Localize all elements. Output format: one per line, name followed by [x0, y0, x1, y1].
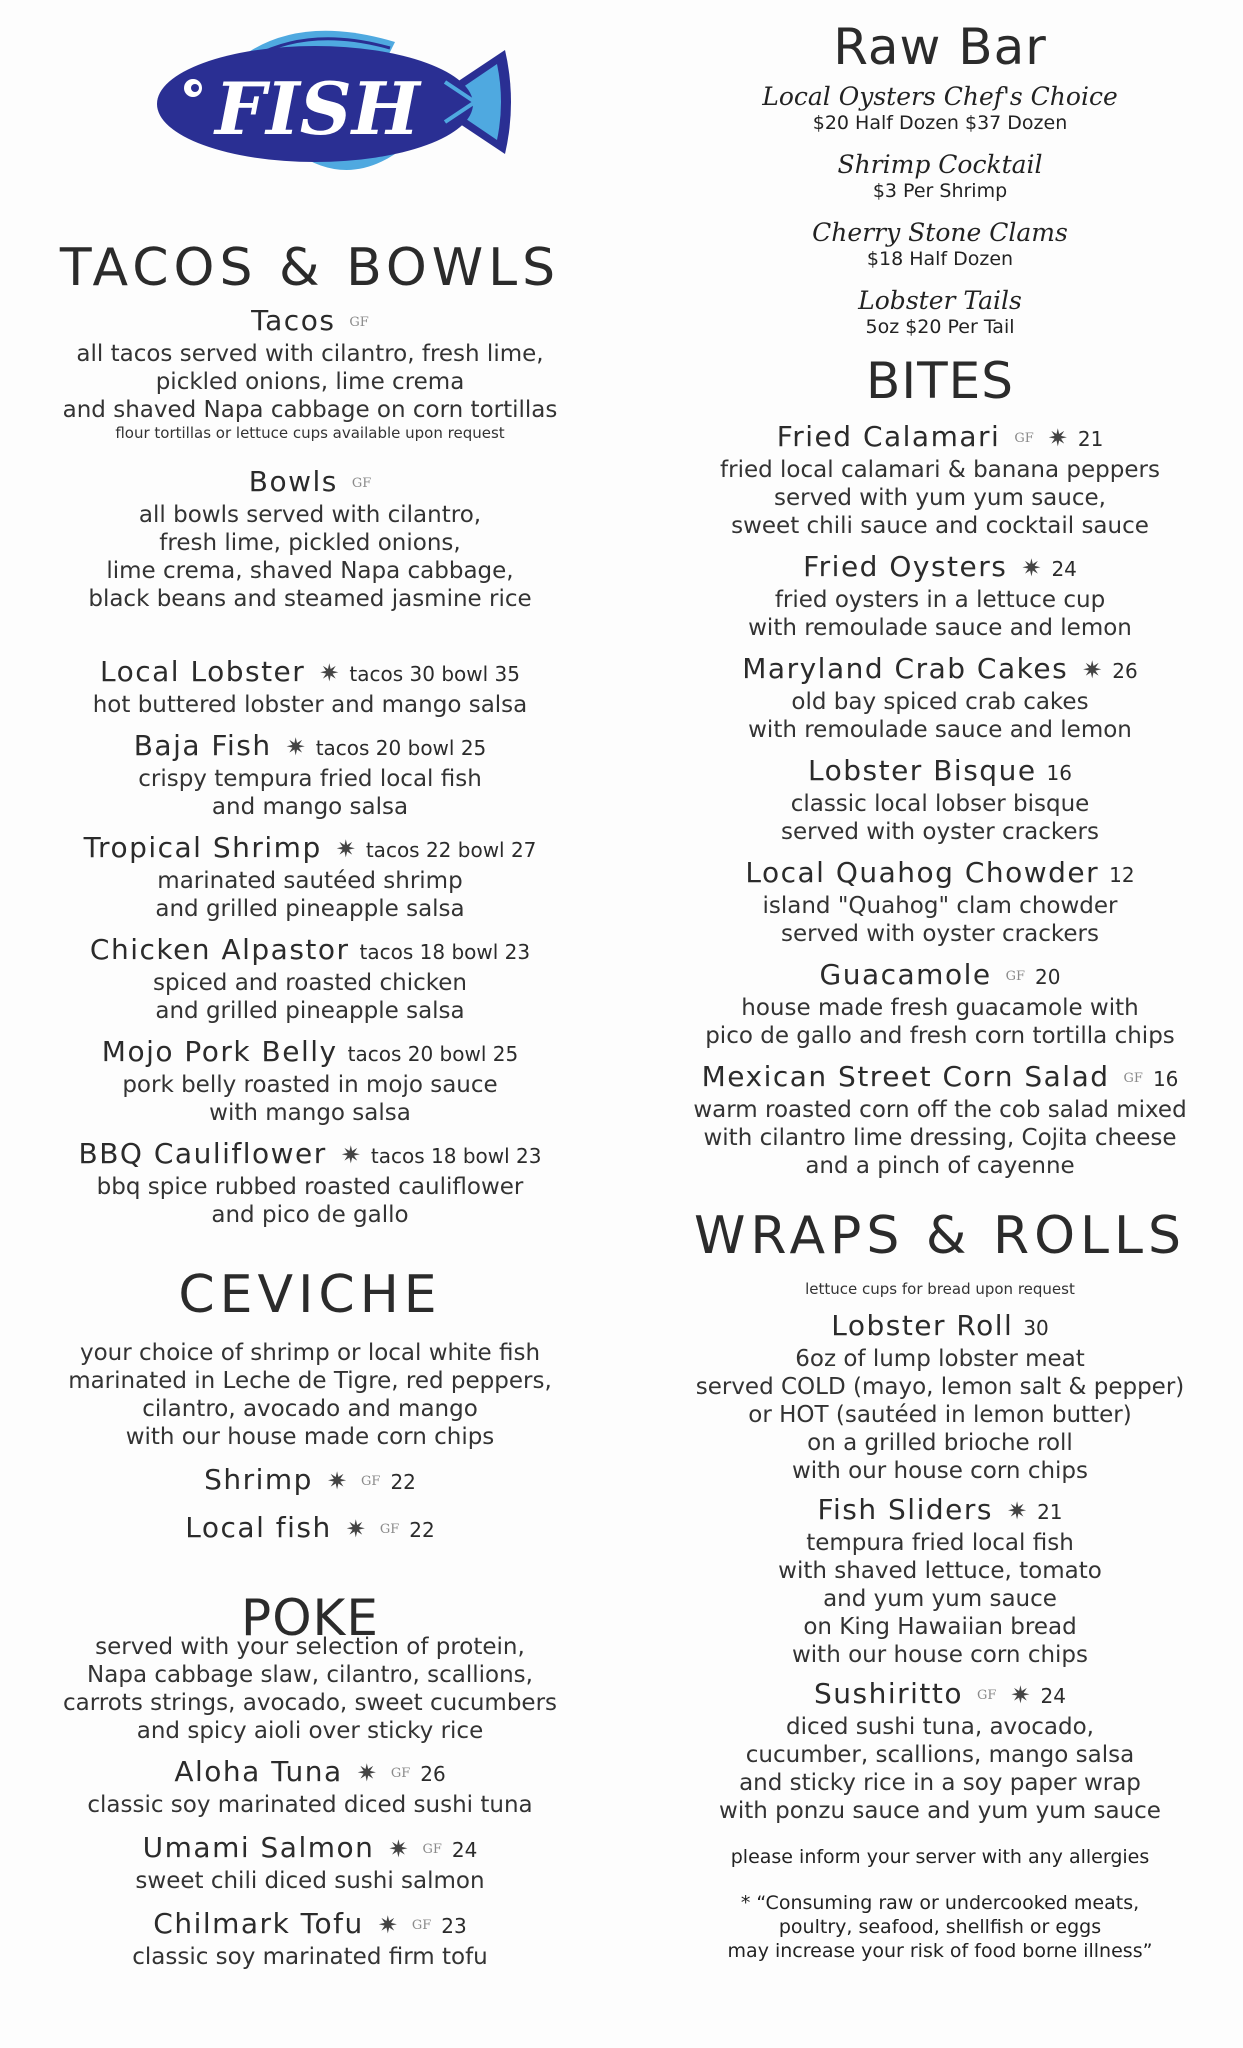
- desc-line: and pico de gallo: [211, 1202, 409, 1228]
- item-name: Maryland Crab Cakes: [742, 652, 1069, 685]
- gf-badge: GF: [977, 1688, 997, 1703]
- desc-line: classic local lobser bisque: [790, 791, 1090, 817]
- star-icon: ✷: [285, 733, 306, 761]
- menu-item-umami-salmon: [30, 1831, 590, 1895]
- desc-line: and mango salsa: [211, 794, 409, 820]
- ceviche-section: [30, 1265, 590, 1547]
- section-title: Raw Bar: [833, 18, 1047, 76]
- item-price: 5oz $20 Per Tail: [865, 316, 1015, 338]
- desc-line: pico de gallo and fresh corn tortilla chips: [705, 1023, 1175, 1049]
- desc-line: fresh lime, pickled onions,: [159, 530, 461, 556]
- desc-line: bbq spice rubbed roasted cauliflower: [96, 1174, 524, 1200]
- desc-line: with ponzu sauce and yum yum sauce: [719, 1798, 1161, 1824]
- gf-badge: GF: [390, 1766, 411, 1781]
- poke-section: [30, 1589, 590, 1971]
- item-name: Sushiritto: [814, 1677, 964, 1710]
- item-price: $20 Half Dozen $37 Dozen: [812, 112, 1068, 134]
- warning-line: * “Consuming raw or undercooked meats,: [740, 1892, 1140, 1914]
- item-name: Shrimp Cocktail: [837, 150, 1043, 179]
- item-description: [30, 501, 590, 613]
- menu-item-tropical-shrimp: [30, 831, 590, 923]
- desc-line: on King Hawaiian bread: [803, 1614, 1077, 1640]
- item-description: [30, 340, 590, 424]
- item-prices: tacos 18 bowl 23: [370, 1144, 542, 1168]
- menu-item-local-lobster: [30, 655, 590, 719]
- star-icon: ✷: [335, 835, 356, 863]
- desc-line: served with your selection of protein,: [95, 1634, 525, 1660]
- gf-badge: GF: [379, 1522, 400, 1537]
- item-name: Shrimp: [204, 1463, 313, 1496]
- star-icon: ✷: [1006, 1497, 1028, 1525]
- desc-line: marinated in Leche de Tigre, red peppers,: [68, 1368, 552, 1394]
- item-price: 20: [1035, 965, 1061, 989]
- taco-bowl-items: [30, 655, 590, 1229]
- item-name: Cherry Stone Clams: [812, 218, 1068, 247]
- item-price: 22: [409, 1518, 435, 1542]
- desc-line: island "Quahog" clam chowder: [762, 893, 1118, 919]
- desc-line: lime crema, shaved Napa cabbage,: [106, 558, 514, 584]
- item-name: Mojo Pork Belly: [101, 1035, 338, 1068]
- desc-line: pickled onions, lime crema: [155, 369, 465, 395]
- star-icon: ✷: [1082, 656, 1103, 684]
- desc-line: cucumber, scallions, mango salsa: [745, 1742, 1135, 1768]
- desc-line: with our house made corn chips: [125, 1424, 495, 1450]
- desc-line: pork belly roasted in mojo sauce: [122, 1072, 498, 1098]
- left-column: [30, 0, 590, 1971]
- gf-badge: GF: [1014, 431, 1034, 446]
- desc-line: with our house corn chips: [791, 1642, 1089, 1668]
- desc-line: all bowls served with cilantro,: [138, 502, 482, 528]
- item-price: 26: [420, 1762, 446, 1786]
- desc-line: 6oz of lump lobster meat: [795, 1346, 1085, 1372]
- item-name: Chicken Alpastor: [89, 933, 350, 966]
- desc-line: tempura fried local fish: [806, 1530, 1074, 1556]
- desc-line: served COLD (mayo, lemon salt & pepper): [695, 1374, 1185, 1400]
- star-icon: ✷: [388, 1835, 409, 1863]
- desc-line: and grilled pineapple salsa: [155, 998, 465, 1024]
- menu-item-street-corn-salad: [660, 1060, 1220, 1180]
- menu-item-fried-oysters: [660, 550, 1220, 642]
- raw-item-oysters: [660, 82, 1220, 134]
- warning-line: may increase your risk of food borne illness”: [727, 1940, 1153, 1962]
- section-title: TACOS & BOWLS: [59, 238, 561, 298]
- item-prices: tacos 22 bowl 27: [365, 838, 537, 862]
- item-name: Umami Salmon: [142, 1831, 375, 1864]
- desc-line: with shaved lettuce, tomato: [778, 1558, 1102, 1584]
- item-description: classic soy marinated firm tofu: [132, 1944, 488, 1970]
- item-price: $3 Per Shrimp: [872, 180, 1008, 202]
- desc-line: and shaved Napa cabbage on corn tortillas: [62, 397, 558, 423]
- menu-item-aloha-tuna: [30, 1755, 590, 1819]
- desc-line: and sticky rice in a soy paper wrap: [739, 1770, 1141, 1796]
- desc-line: on a grilled brioche roll: [807, 1430, 1073, 1456]
- desc-line: carrots strings, avocado, sweet cucumbers: [62, 1690, 558, 1716]
- item-description: classic soy marinated diced sushi tuna: [87, 1792, 533, 1818]
- item-price: 16: [1046, 761, 1072, 785]
- item-name: Lobster Roll: [831, 1309, 1014, 1342]
- gf-badge: GF: [349, 315, 369, 330]
- item-price: $18 Half Dozen: [866, 248, 1014, 270]
- menu-item-bbq-cauliflower: [30, 1137, 590, 1229]
- menu-item-fish-sliders: [660, 1493, 1220, 1669]
- desc-line: black beans and steamed jasmine rice: [88, 586, 532, 612]
- section-description: [30, 1339, 590, 1451]
- section-title: WRAPS & ROLLS: [694, 1206, 1186, 1266]
- star-icon: ✷: [345, 1515, 366, 1543]
- gf-badge: GF: [361, 1474, 381, 1489]
- star-icon: ✷: [1047, 424, 1068, 452]
- desc-line: fried oysters in a lettuce cup: [774, 587, 1106, 613]
- desc-line: your choice of shrimp or local white fish: [79, 1340, 541, 1366]
- item-prices: tacos 20 bowl 25: [347, 1042, 519, 1066]
- section-description: [30, 1633, 590, 1745]
- item-price: 12: [1109, 863, 1135, 887]
- item-price: 21: [1037, 1500, 1063, 1524]
- desc-line: old bay spiced crab cakes: [791, 689, 1089, 715]
- desc-line: marinated sautéed shrimp: [157, 868, 463, 894]
- item-name: Local Quahog Chowder: [745, 856, 1100, 889]
- menu-item-lobster-roll: [660, 1309, 1220, 1485]
- desc-line: Napa cabbage slaw, cilantro, scallions,: [87, 1662, 533, 1688]
- item-description: sweet chili diced sushi salmon: [135, 1868, 485, 1894]
- star-icon: ✷: [1010, 1681, 1031, 1709]
- menu-item-ceviche-local-fish: [30, 1511, 590, 1547]
- desc-line: or HOT (sautéed in lemon butter): [748, 1402, 1132, 1428]
- bread-note: lettuce cups for bread upon request: [805, 1280, 1075, 1298]
- tortilla-note: flour tortillas or lettuce cups available upon request: [115, 424, 505, 442]
- star-icon: ✷: [1021, 554, 1042, 582]
- desc-line: served with yum yum sauce,: [774, 485, 1106, 511]
- desc-line: fried local calamari & banana peppers: [720, 457, 1160, 483]
- item-name: Chilmark Tofu: [153, 1907, 364, 1940]
- tacos-bowls-section: [30, 238, 590, 1229]
- item-name: Local fish: [185, 1511, 332, 1544]
- wraps-rolls-section: [660, 1206, 1220, 1825]
- menu-item-fried-calamari: [660, 420, 1220, 540]
- item-price: 16: [1152, 1067, 1179, 1091]
- item-price: 21: [1077, 427, 1104, 451]
- logo-area: [30, 0, 590, 220]
- desc-line: and a pinch of cayenne: [805, 1153, 1075, 1179]
- item-prices: tacos 20 bowl 25: [315, 736, 487, 760]
- right-column: [660, 0, 1220, 1963]
- raw-item-shrimp-cocktail: [660, 150, 1220, 202]
- desc-line: with remoulade sauce and lemon: [748, 615, 1132, 641]
- desc-line: and spicy aioli over sticky rice: [136, 1718, 484, 1744]
- desc-line: warm roasted corn off the cob salad mixed: [693, 1097, 1187, 1123]
- item-price: 30: [1023, 1316, 1049, 1340]
- desc-line: served with oyster crackers: [781, 921, 1099, 947]
- logo-text: FISH: [215, 66, 420, 151]
- item-prices: tacos 30 bowl 35: [349, 662, 520, 686]
- desc-line: and yum yum sauce: [823, 1586, 1057, 1612]
- item-name: Tropical Shrimp: [83, 831, 322, 864]
- gf-badge: GF: [1123, 1071, 1143, 1086]
- item-name: Fish Sliders: [817, 1493, 993, 1526]
- item-name: Fried Oysters: [803, 550, 1008, 583]
- item-name: BBQ Cauliflower: [78, 1137, 327, 1170]
- menu-item-chicken-alpastor: [30, 933, 590, 1025]
- star-icon: ✷: [326, 1467, 348, 1495]
- menu-item-quahog-chowder: [660, 856, 1220, 948]
- bowls-intro: [30, 465, 590, 613]
- item-name: Bowls: [248, 465, 338, 498]
- star-icon: ✷: [319, 659, 340, 687]
- gf-badge: GF: [411, 1918, 432, 1933]
- star-icon: ✷: [340, 1141, 361, 1169]
- desc-line: and grilled pineapple salsa: [155, 896, 465, 922]
- gf-badge: GF: [351, 476, 372, 491]
- menu-item-chilmark-tofu: [30, 1907, 590, 1971]
- raw-item-clams: [660, 218, 1220, 270]
- desc-line: with mango salsa: [209, 1100, 411, 1126]
- item-price: 26: [1112, 659, 1138, 683]
- bites-section: [660, 352, 1220, 1180]
- tacos-intro: [30, 304, 590, 443]
- desc-line: spiced and roasted chicken: [153, 970, 467, 996]
- menu-item-sushiritto: [660, 1677, 1220, 1825]
- item-name: Local Oysters Chef's Choice: [762, 82, 1118, 111]
- item-price: 24: [1040, 1684, 1066, 1708]
- raw-bar-section: [660, 18, 1220, 338]
- item-price: 23: [441, 1914, 467, 1938]
- menu-item-ceviche-shrimp: [30, 1463, 590, 1499]
- star-icon: ✷: [356, 1759, 377, 1787]
- menu-item-lobster-bisque: [660, 754, 1220, 846]
- consumption-warning: [660, 1891, 1220, 1963]
- desc-line: hot buttered lobster and mango salsa: [92, 692, 528, 718]
- section-title: BITES: [866, 352, 1014, 410]
- menu-item-mojo-pork-belly: [30, 1035, 590, 1127]
- item-prices: tacos 18 bowl 23: [359, 940, 531, 964]
- warning-line: poultry, seafood, shellfish or eggs: [778, 1916, 1102, 1938]
- footer: [660, 1845, 1220, 1963]
- item-name: Baja Fish: [133, 729, 272, 762]
- item-price: 24: [1051, 557, 1077, 581]
- item-price: 22: [390, 1470, 416, 1494]
- menu-item-baja-fish: [30, 729, 590, 821]
- item-price: 24: [451, 1838, 478, 1862]
- desc-line: served with oyster crackers: [781, 819, 1099, 845]
- item-name: Tacos: [251, 304, 336, 337]
- item-name: Mexican Street Corn Salad: [701, 1060, 1110, 1093]
- desc-line: crispy tempura fried local fish: [138, 766, 482, 792]
- gf-badge: GF: [1005, 969, 1026, 984]
- desc-line: diced sushi tuna, avocado,: [786, 1714, 1094, 1740]
- desc-line: sweet chili sauce and cocktail sauce: [731, 513, 1149, 539]
- desc-line: with remoulade sauce and lemon: [748, 717, 1132, 743]
- allergy-note: please inform your server with any allergies: [730, 1846, 1150, 1868]
- menu-item-guacamole: [660, 958, 1220, 1050]
- item-name: Lobster Bisque: [808, 754, 1037, 787]
- item-name: Guacamole: [819, 958, 992, 991]
- fish-logo-icon: [145, 22, 515, 182]
- desc-line: all tacos served with cilantro, fresh lime,: [76, 341, 544, 367]
- desc-line: cilantro, avocado and mango: [142, 1396, 478, 1422]
- item-name: Lobster Tails: [858, 286, 1022, 315]
- menu-item-crab-cakes: [660, 652, 1220, 744]
- item-name: Local Lobster: [100, 655, 306, 688]
- desc-line: with our house corn chips: [791, 1458, 1089, 1484]
- item-name: Fried Calamari: [776, 420, 1001, 453]
- star-icon: ✷: [377, 1911, 398, 1939]
- desc-line: with cilantro lime dressing, Cojita cheese: [703, 1125, 1177, 1151]
- section-title: CEVICHE: [178, 1265, 442, 1325]
- gf-badge: GF: [422, 1842, 442, 1857]
- item-name: Aloha Tuna: [174, 1755, 343, 1788]
- raw-item-lobster-tails: [660, 286, 1220, 338]
- desc-line: house made fresh guacamole with: [741, 995, 1139, 1021]
- section-title: POKE: [241, 1589, 379, 1647]
